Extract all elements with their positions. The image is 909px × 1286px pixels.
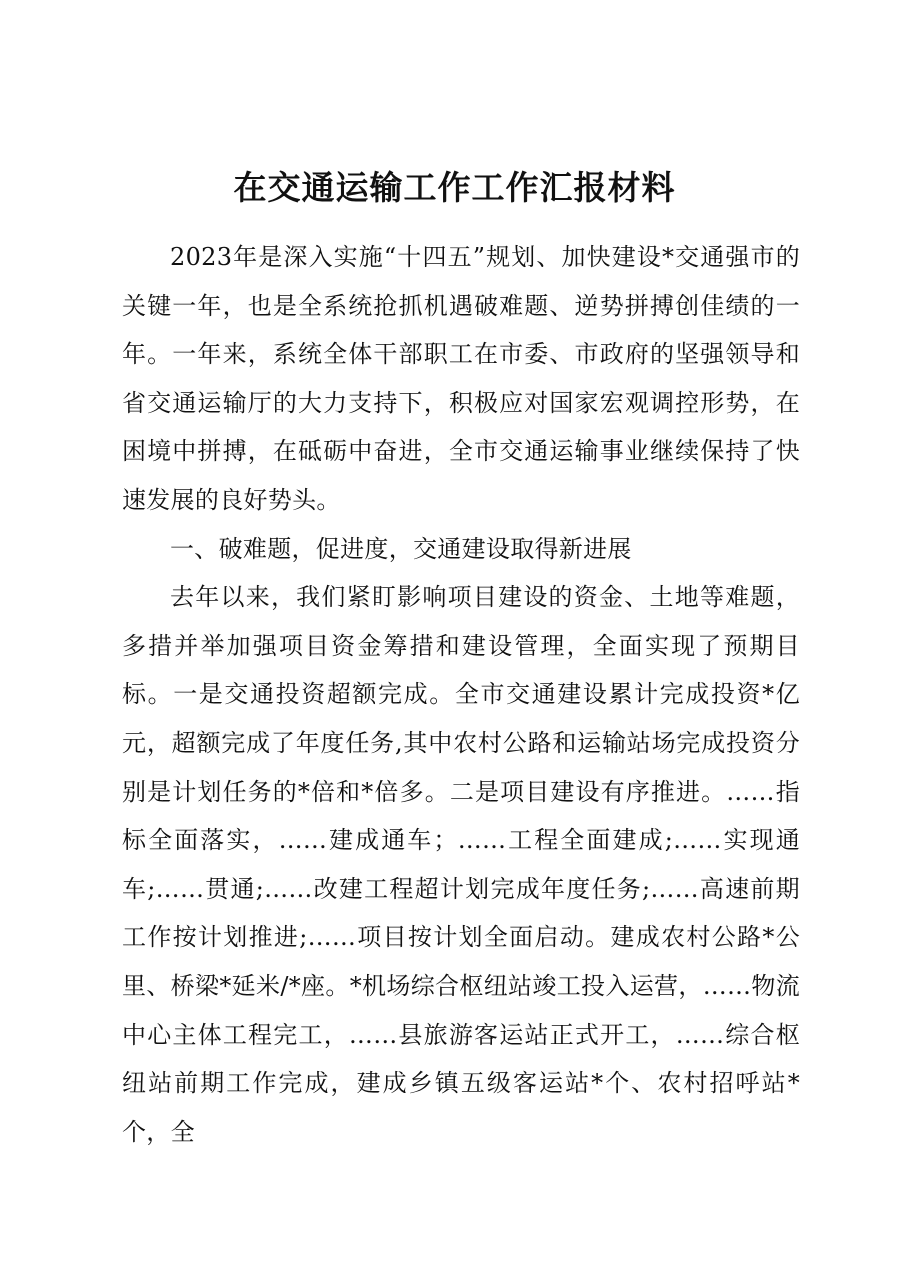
paragraph-section-1: 去年以来，我们紧盯影响项目建设的资金、土地等难题，多措并举加强项目资金筹措和建设管理，全面实现了预期目标。一是交通投资超额完成。全市交通建设累计完成投资*亿元，超额完成了年度任务,其中农村公路和运输站场完成投资分别是计划任务的*倍和*倍多。二是项目建设有序推进。……指标全面落实，……建成通车；……工程全面建成;……实现通车;……贯通;……改建工程超计划完成年度任务;……高速前期工作按计划推进;……项目按计划全面启动。建成农村公路*公里、桥梁*延米/*座。*机场综合枢纽站竣工投入运营，……物流中心主体工程完工，……县旅游客运站正式开工，……综合枢纽站前期工作完成，建成乡镇五级客运站*个、农村招呼站*个，全 xyxy=(122,583,800,1146)
section-heading-1: 一、破难题，促进度，交通建设取得新进展 xyxy=(170,534,632,563)
paragraph-intro: 2023年是深入实施“十四五”规划、加快建设*交通强市的关键一年，也是全系统抢抓机遇破难题、逆势拼搏创佳绩的一年。一年来，系统全体干部职工在市委、市政府的坚强领导和省交通运输厅的大力支持下，积极应对国家宏观调控形势，在困境中拼搏，在砥砺中奋进，全市交通运输事业继续保持了快速发展的良好势头。 xyxy=(122,243,800,514)
document-title: 在交通运输工作工作汇报材料 xyxy=(233,168,676,207)
document-body xyxy=(122,233,800,1156)
